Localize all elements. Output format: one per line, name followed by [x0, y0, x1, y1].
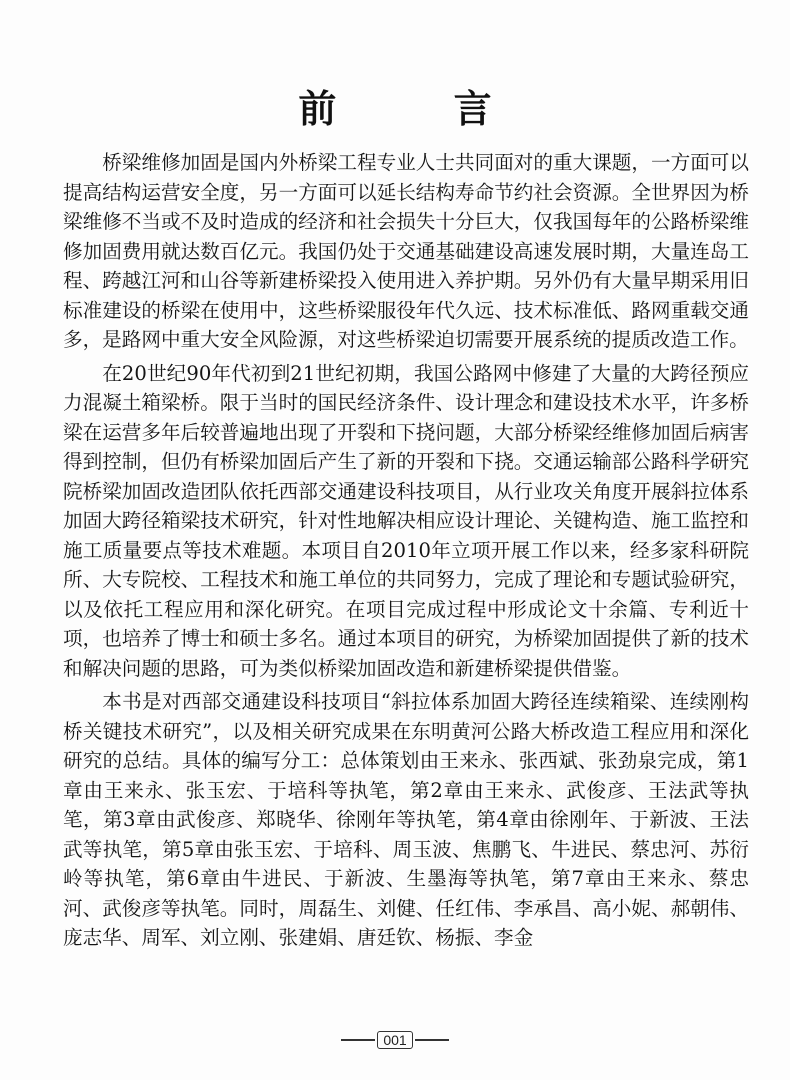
paragraph-3: 本书是对西部交通建设科技项目“斜拉体系加固大跨径连续箱梁、连续刚构桥关键技术研究”，以及相关研究成果在东明黄河公路大桥改造工程应用和深化研究的总结。具体的编写分工：总体策划由王来永、张西斌、张劲泉完成，第1章由王来永、张玉宏、于培科等执笔，第2章由王来永、武俊彦、王法武等执笔，第3章由武俊彦、郑晓华、徐刚年等执笔，第4章由徐刚年、于新波、王法武等执笔，第5章由张玉宏、于培科、周玉波、焦鹏飞、牛进民、蔡忠河、苏衍岭等执笔，第6章由牛进民、于新波、生墨海等执笔，第7章由王来永、蔡忠河、武俊彦等执笔。同时，周磊生、刘健、任红伟、李承昌、高小妮、郝朝伟、庞志华、周军、刘立刚、张建娟、唐廷钦、杨振、李金	[63, 690, 749, 949]
footer-rule-left	[341, 1039, 375, 1041]
page-number: 001	[377, 1031, 412, 1049]
footer-rule-right	[415, 1039, 449, 1041]
paragraph-2: 在20世纪90年代初到21世纪初期，我国公路网中修建了大量的大跨径预应力混凝土箱梁桥。限于当时的国民经济条件、设计理念和建设技术水平，许多桥梁在运营多年后较普遍地出现了开裂和下挠问题，大部分桥梁经维修加固后病害得到控制，但仍有桥梁加固后产生了新的开裂和下挠。交通运输部公路科学研究院桥梁加固改造团队依托西部交通建设科技项目，从行业攻关角度开展斜拉体系加固大跨径箱梁技术研究，针对性地解决相应设计理论、关键构造、施工监控和施工质量要点等技术难题。本项目自2010年立项开展工作以来，经多家科研院所、大专院校、工程技术和施工单位的共同努力，完成了理论和专题试验研究，以及依托工程应用和深化研究。在项目完成过程中形成论文十余篇、专利近十项，也培养了博士和硕士多名。通过本项目的研究，为桥梁加固提供了新的技术和解决问题的思路，可为类似桥梁加固改造和新建桥梁提供借鉴。	[63, 361, 749, 680]
page-title: 前 言	[298, 86, 544, 131]
page-footer	[0, 1030, 790, 1050]
paragraph-1: 桥梁维修加固是国内外桥梁工程专业人士共同面对的重大课题，一方面可以提高结构运营安全度，另一方面可以延长结构寿命节约社会资源。全世界因为桥梁维修不当或不及时造成的经济和社会损失十分巨大，仅我国每年的公路桥梁维修加固费用就达数百亿元。我国仍处于交通基础建设高速发展时期，大量连岛工程、跨越江河和山谷等新建桥梁投入使用进入养护期。另外仍有大量早期采用旧标准建设的桥梁在使用中，这些桥梁服役年代久远、技术标准低、路网重载交通多，是路网中重大安全风险源，对这些桥梁迫切需要开展系统的提质改造工作。	[63, 151, 749, 351]
preface-body	[63, 148, 749, 953]
